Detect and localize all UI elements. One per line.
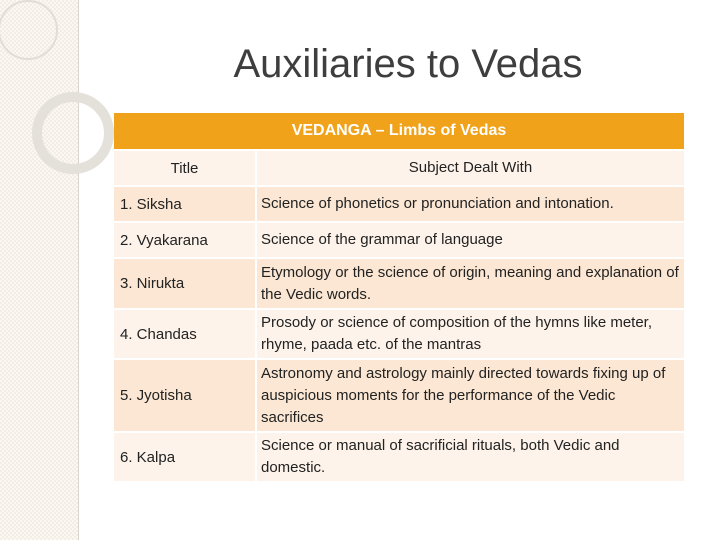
row-title: 2. Vyakarana xyxy=(114,223,255,257)
row-subject: Astronomy and astrology mainly directed towards fixing up of auspicious moments for the performance of the Vedic sacrifices xyxy=(257,360,684,431)
table-row xyxy=(114,433,684,481)
table-row xyxy=(114,223,684,257)
row-title: 4. Chandas xyxy=(114,310,255,358)
header-subject: Subject Dealt With xyxy=(257,151,684,185)
table-header-row xyxy=(114,151,684,185)
slide-title: Auxiliaries to Vedas xyxy=(233,42,583,86)
row-subject: Science or manual of sacrificial rituals, both Vedic and domestic. xyxy=(257,433,684,481)
row-subject: Science of phonetics or pronunciation and intonation. xyxy=(257,187,684,221)
table-row xyxy=(114,310,684,358)
header-title: Title xyxy=(114,151,255,185)
vedanga-table xyxy=(114,113,684,483)
table-banner: VEDANGA – Limbs of Vedas xyxy=(114,113,684,149)
table-row xyxy=(114,259,684,308)
row-title: 5. Jyotisha xyxy=(114,360,255,431)
row-subject: Prosody or science of composition of the hymns like meter, rhyme, paada etc. of the mantras xyxy=(257,310,684,358)
row-title: 6. Kalpa xyxy=(114,433,255,481)
row-subject: Etymology or the science of origin, meaning and explanation of the Vedic words. xyxy=(257,259,684,308)
table-row xyxy=(114,187,684,221)
decorative-ring xyxy=(32,92,114,174)
row-title: 1. Siksha xyxy=(114,187,255,221)
table-row xyxy=(114,360,684,431)
row-subject: Science of the grammar of language xyxy=(257,223,684,257)
row-title: 3. Nirukta xyxy=(114,259,255,308)
